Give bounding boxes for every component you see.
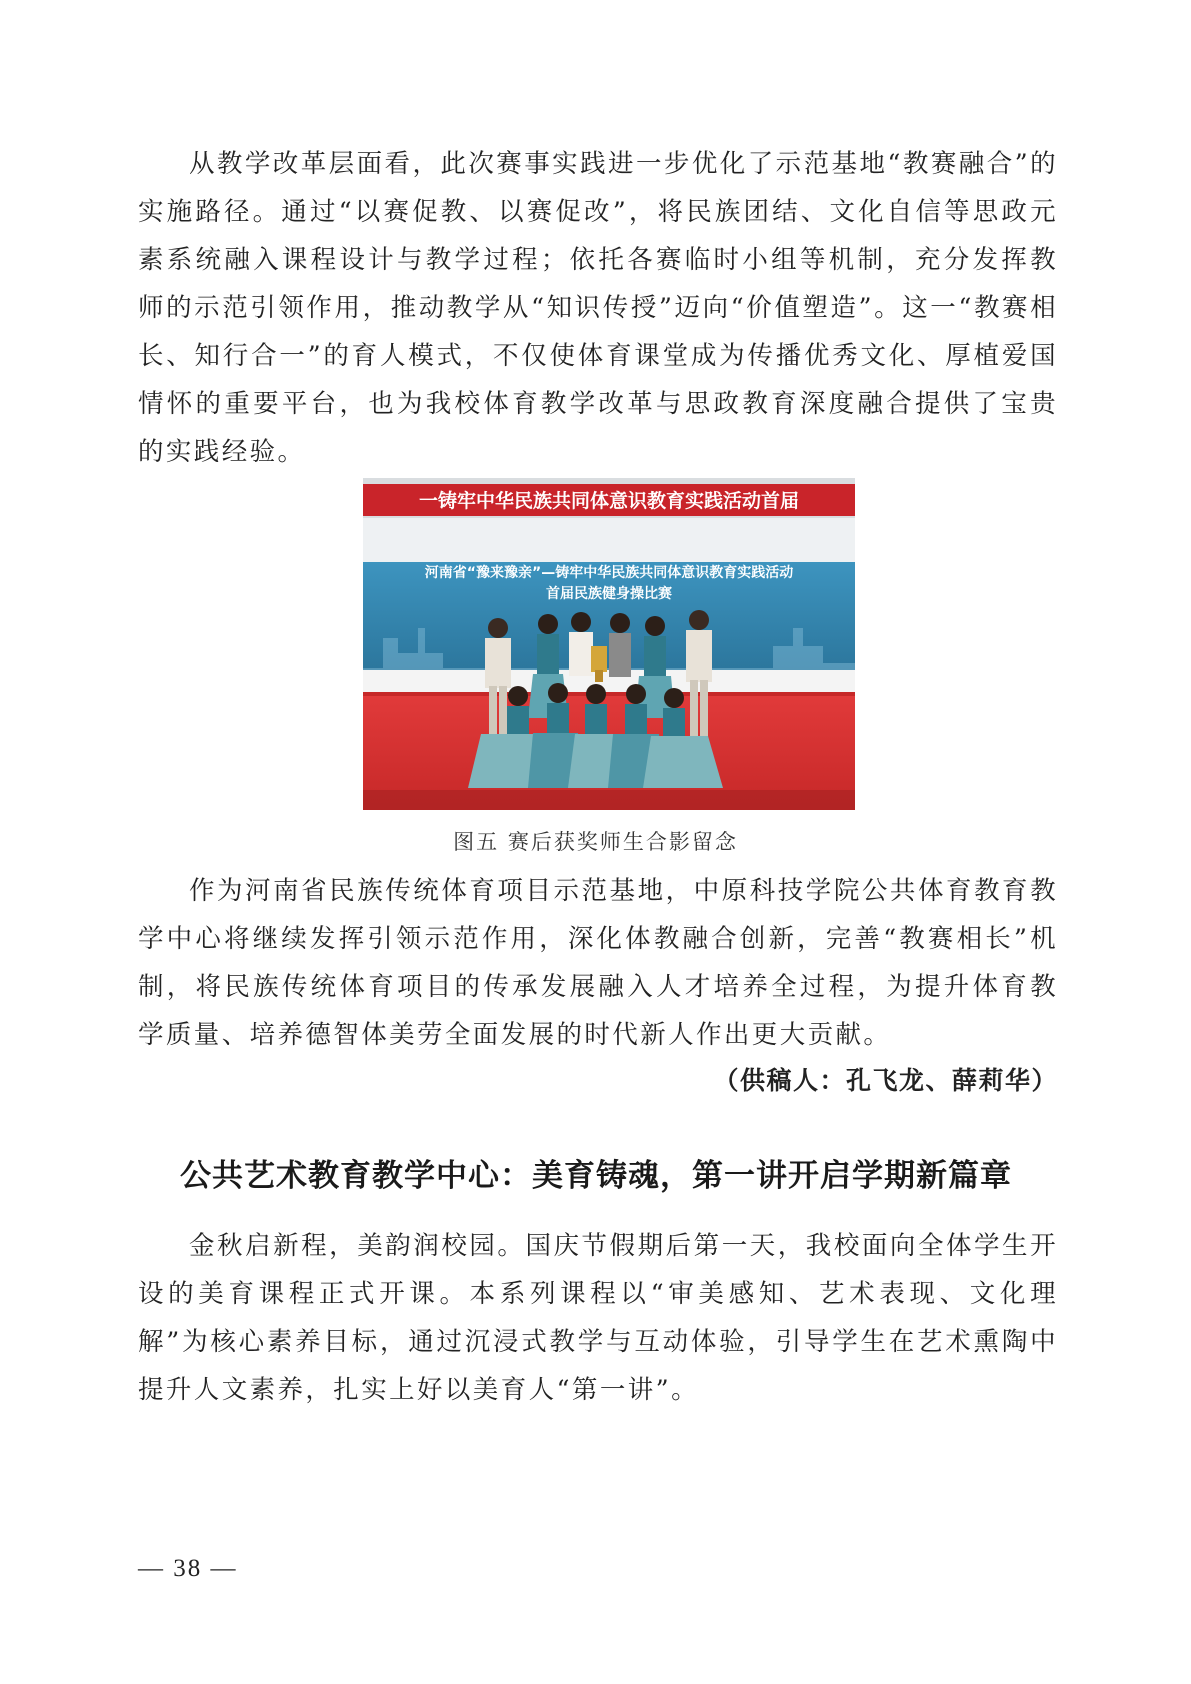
body-paragraph: 从教学改革层面看，此次赛事实践进一步优化了示范基地“教赛融合”的实施路径。通过“以赛促教、以赛促改”，将民族团结、文化自信等思政元素系统融入课程设计与教学过程；依托各赛临时小组等机制，充分发挥教师的示范引领作用，推动教学从“知识传授”迈向“价值塑造”。这一“教赛相长、知行合一”的育人模式，不仅使体育课堂成为传播优秀文化、厚植爱国情怀的重要平台，也为我校体育教学改革与思政教育深度融合提供了宝贵的实践经验。 bbox=[138, 149, 1058, 467]
photo-banner-line2: 首届民族健身操比赛 bbox=[546, 586, 672, 602]
photo-banner-line1: 河南省“豫来豫亲”—铸牢中华民族共同体意识教育实践活动 bbox=[424, 565, 794, 581]
contributor-credit: （供稿人：孔飞龙、薛莉华） bbox=[713, 1066, 1058, 1095]
photo-banner-top: 一铸牢中华民族共同体意识教育实践活动首届 bbox=[418, 490, 800, 512]
body-paragraph: 金秋启新程，美韵润校园。国庆节假期后第一天，我校面向全体学生开设的美育课程正式开课。本系列课程以“审美感知、艺术表现、文化理解”为核心素养目标，通过沉浸式教学与互动体验，引导学生在艺术熏陶中提升人文素养，扎实上好以美育人“第一讲”。 bbox=[138, 1231, 1058, 1405]
page-number: — 38 — bbox=[138, 1555, 238, 1582]
body-paragraph: 作为河南省民族传统体育项目示范基地，中原科技学院公共体育教育教学中心将继续发挥引领示范作用，深化体教融合创新，完善“教赛相长”机制，将民族传统体育项目的传承发展融入人才培养全过程，为提升体育教学质量、培养德智体美劳全面发展的时代新人作出更大贡献。 bbox=[138, 876, 1058, 1050]
figure-caption: 图五 赛后获奖师生合影留念 bbox=[453, 830, 738, 854]
group-photo bbox=[363, 478, 855, 810]
section-heading: 公共艺术教育教学中心：美育铸魂，第一讲开启学期新篇章 bbox=[180, 1158, 1012, 1194]
